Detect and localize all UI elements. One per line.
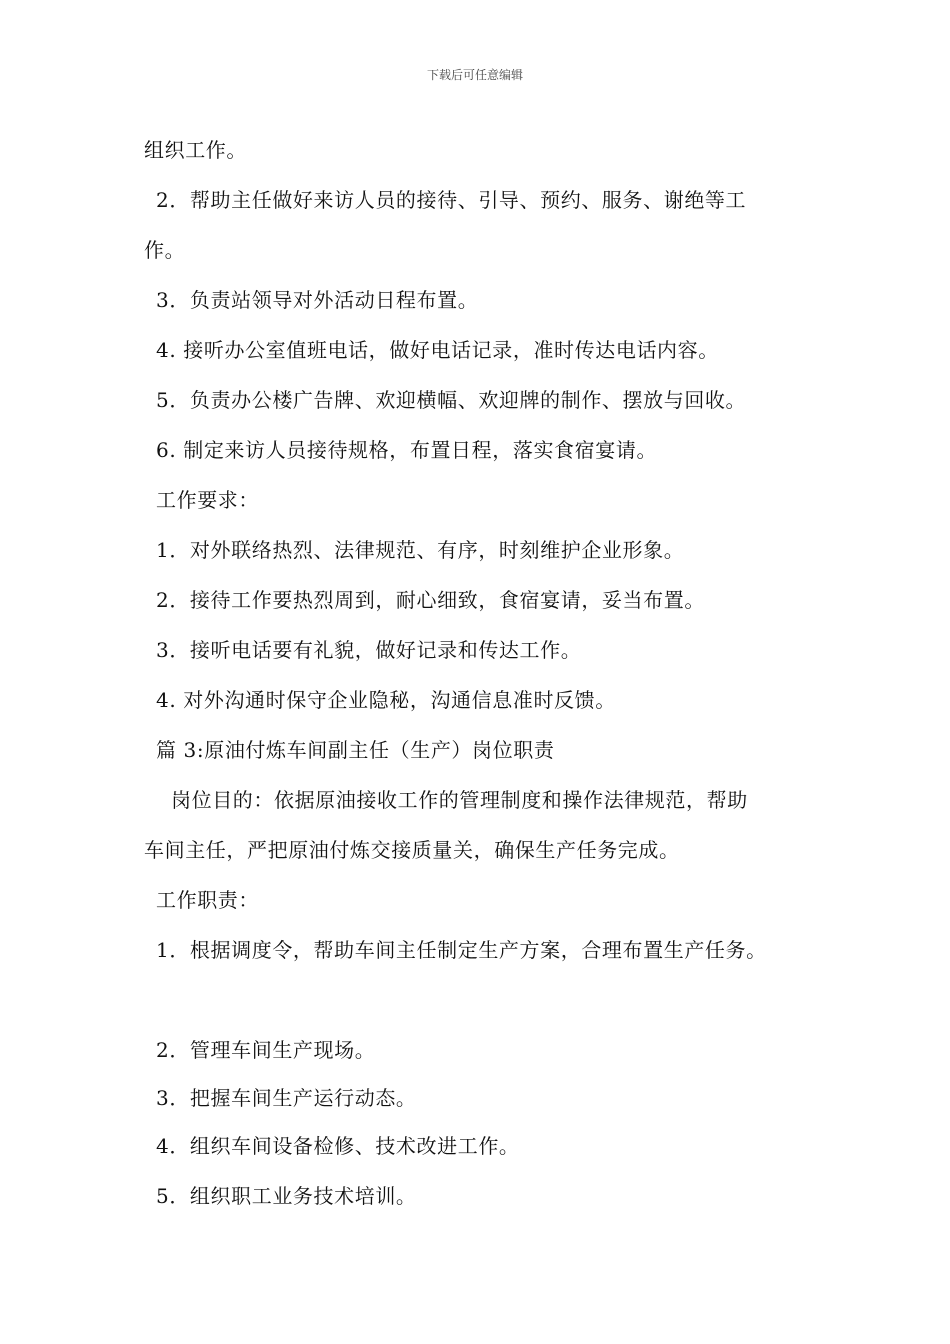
text-line: 组织工作。: [144, 138, 247, 162]
text-line: 2．管理车间生产现场。: [156, 1038, 376, 1062]
text-line: 2．接待工作要热烈周到，耐心细致，食宿宴请，妥当布置。: [156, 588, 705, 612]
text-line: 4．组织车间设备检修、技术改进工作。: [156, 1134, 520, 1158]
section-heading: 工作职责：: [156, 888, 259, 912]
text-line: 4. 对外沟通时保守企业隐秘，沟通信息准时反馈。: [156, 688, 616, 712]
article-title: 篇 3:原油付炼车间副主任（生产）岗位职责: [156, 738, 555, 762]
text-line: 5．负责办公楼广告牌、欢迎横幅、欢迎牌的制作、摆放与回收。: [156, 388, 747, 412]
text-line: 6. 制定来访人员接待规格，布置日程，落实食宿宴请。: [156, 438, 658, 462]
text-line: 2．帮助主任做好来访人员的接待、引导、预约、服务、谢绝等工: [156, 188, 747, 212]
text-line: 作。: [144, 238, 186, 262]
text-line: 车间主任，严把原油付炼交接质量关，确保生产任务完成。: [144, 838, 680, 862]
text-line: 1．根据调度令，帮助车间主任制定生产方案，合理布置生产任务。: [156, 938, 767, 962]
page-header: 下载后可任意编辑: [426, 68, 523, 82]
text-line: 3．接听电话要有礼貌，做好记录和传达工作。: [156, 638, 582, 662]
text-line: 岗位目的：依据原油接收工作的管理制度和操作法律规范，帮助: [171, 788, 748, 812]
section-heading: 工作要求：: [156, 488, 259, 512]
text-line: 3．负责站领导对外活动日程布置。: [156, 288, 479, 312]
text-line: 4. 接听办公室值班电话，做好电话记录，准时传达电话内容。: [156, 338, 719, 362]
text-line: 1．对外联络热烈、法律规范、有序，时刻维护企业形象。: [156, 538, 685, 562]
text-line: 5．组织职工业务技术培训。: [156, 1184, 417, 1208]
text-line: 3．把握车间生产运行动态。: [156, 1086, 417, 1110]
